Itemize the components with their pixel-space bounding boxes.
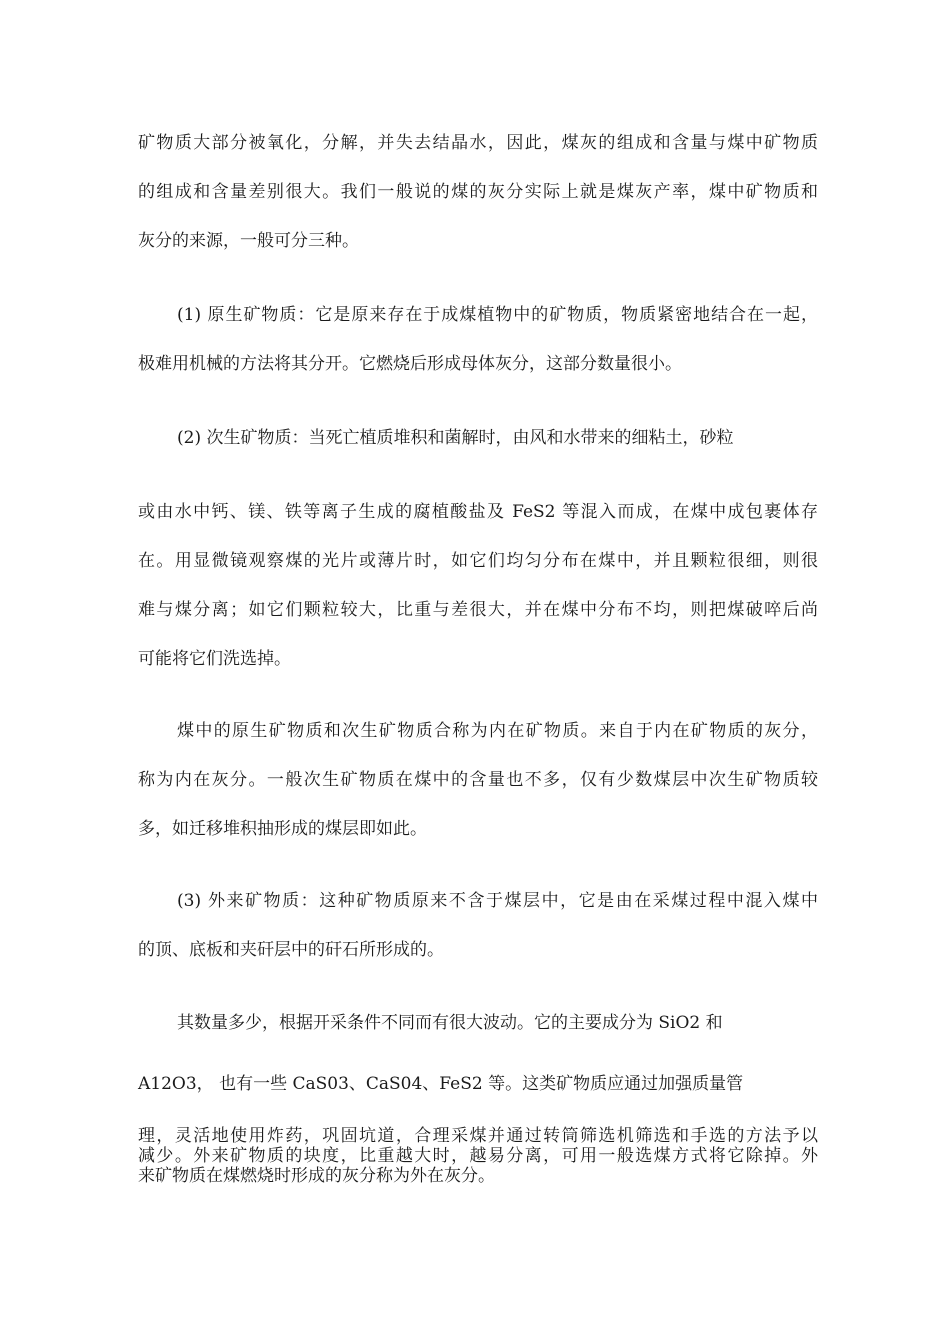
text-line: 的组成和含量差别很大。我们一般说的煤的灰分实际上就是煤灰产率，煤中矿物质和 bbox=[138, 182, 818, 202]
text-line: (1) 原生矿物质：它是原来存在于成煤植物中的矿物质，物质紧密地结合在一起， bbox=[177, 305, 818, 325]
text-line: 可能将它们洗选掉。 bbox=[138, 649, 291, 669]
text-line: 多，如迁移堆积抽形成的煤层即如此。 bbox=[138, 819, 427, 839]
text-line: (2) 次生矿物质：当死亡植质堆积和菌解时，由风和水带来的细粘土，砂粒 bbox=[177, 428, 734, 448]
text-line: 减少。外来矿物质的块度，比重越大时，越易分离，可用一般选煤方式将它除掉。外 bbox=[138, 1146, 818, 1166]
text-line: 煤中的原生矿物质和次生矿物质合称为内在矿物质。来自于内在矿物质的灰分， bbox=[177, 721, 818, 741]
text-line: 来矿物质在煤燃烧时形成的灰分称为外在灰分。 bbox=[138, 1166, 495, 1186]
text-line: 的顶、底板和夹矸层中的矸石所形成的。 bbox=[138, 940, 444, 960]
text-line: (3) 外来矿物质：这种矿物质原来不含于煤层中，它是由在采煤过程中混入煤中 bbox=[177, 891, 818, 911]
text-line: 在。用显微镜观察煤的光片或薄片时，如它们均匀分布在煤中，并且颗粒很细，则很 bbox=[138, 551, 818, 571]
text-line: 称为内在灰分。一般次生矿物质在煤中的含量也不多，仅有少数煤层中次生矿物质较 bbox=[138, 770, 818, 790]
text-line: 极难用机械的方法将其分开。它燃烧后形成母体灰分，这部分数量很小。 bbox=[138, 354, 682, 374]
text-line: 理，灵活地使用炸药，巩固坑道，合理采煤并通过转筒筛选机筛选和手选的方法予以 bbox=[138, 1126, 818, 1146]
text-line: 难与煤分离；如它们颗粒较大，比重与差很大，并在煤中分布不均，则把煤破啐后尚 bbox=[138, 600, 818, 620]
text-line: 或由水中钙、镁、铁等离子生成的腐植酸盐及 FeS2 等混入而成，在煤中成包裹体存 bbox=[138, 502, 818, 522]
text-line: A12O3， 也有一些 CaS03、CaS04、FeS2 等。这类矿物质应通过加强质量管 bbox=[138, 1074, 744, 1094]
text-line: 其数量多少，根据开采条件不同而有很大波动。它的主要成分为 SiO2 和 bbox=[177, 1013, 723, 1033]
text-line: 灰分的来源，一般可分三种。 bbox=[138, 231, 359, 251]
text-line: 矿物质大部分被氧化，分解，并失去结晶水，因此，煤灰的组成和含量与煤中矿物质 bbox=[138, 133, 818, 153]
